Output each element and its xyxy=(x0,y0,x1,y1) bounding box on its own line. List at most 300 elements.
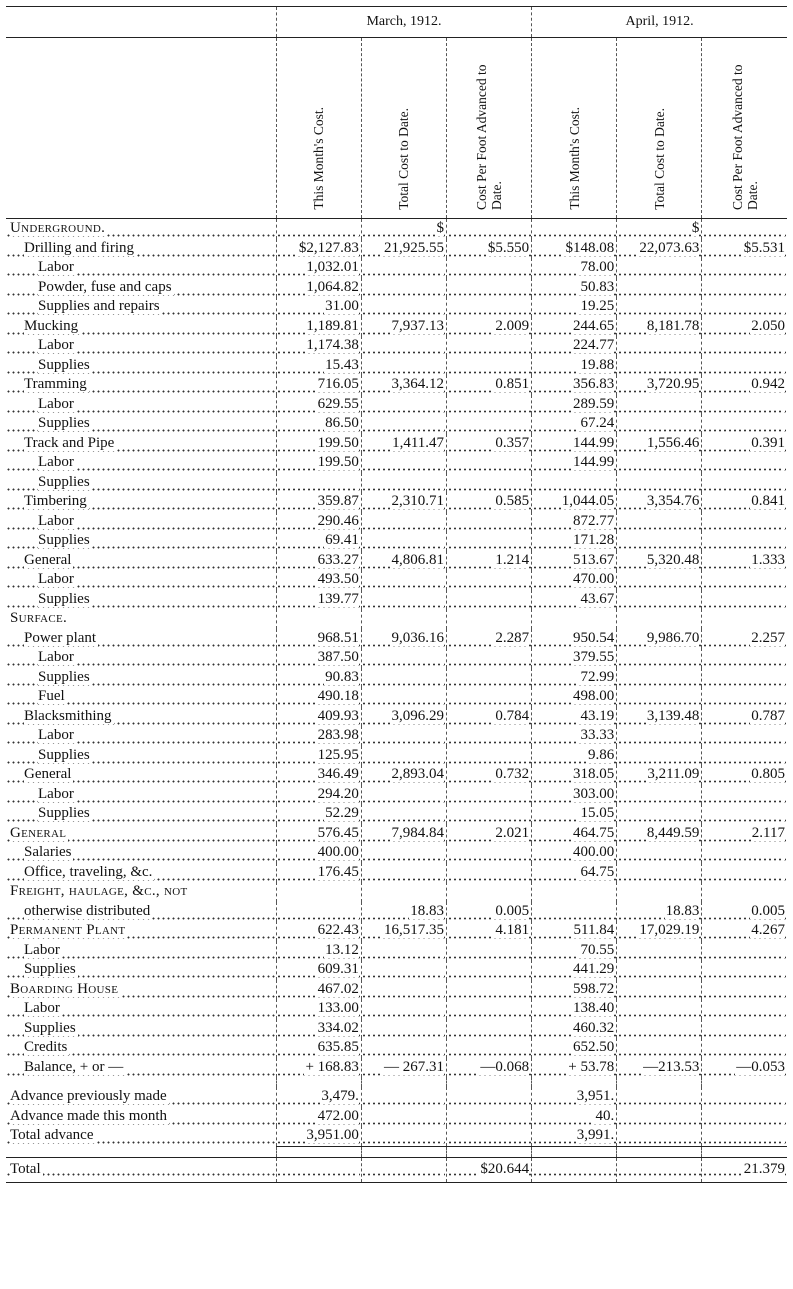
value-cell xyxy=(276,1019,361,1039)
value-text: 78.00 xyxy=(580,259,615,275)
spacer-cell xyxy=(532,1077,617,1087)
row-label xyxy=(6,336,276,356)
value-cell xyxy=(702,473,787,493)
value-text: 493.50 xyxy=(317,571,359,587)
month-header-april: April, 1912. xyxy=(532,7,787,38)
value-text xyxy=(443,513,444,529)
row-label-text: Advance made this month xyxy=(10,1107,168,1124)
value-cell xyxy=(532,843,617,863)
value-text xyxy=(784,513,785,529)
value-cell xyxy=(447,1126,532,1146)
value-cell xyxy=(532,1126,617,1146)
value-text xyxy=(443,532,444,548)
value-text xyxy=(698,747,699,763)
value-cell xyxy=(447,531,532,551)
row-label xyxy=(6,1019,276,1039)
spacer-row xyxy=(6,1146,787,1157)
value-cell xyxy=(617,356,702,376)
value-cell xyxy=(617,239,702,259)
value-cell xyxy=(447,473,532,493)
value-text: 50.83 xyxy=(580,278,615,295)
value-text xyxy=(784,220,785,236)
value-text: 21,925.55 xyxy=(384,239,445,256)
value-cell xyxy=(361,1126,446,1146)
value-text xyxy=(443,883,444,899)
table-row xyxy=(6,473,787,493)
value-text: 18.83 xyxy=(410,902,445,919)
spacer-cell xyxy=(6,1146,276,1157)
value-cell xyxy=(532,629,617,649)
value-cell xyxy=(447,219,532,239)
table-row xyxy=(6,1038,787,1058)
value-cell xyxy=(447,375,532,395)
value-cell xyxy=(617,687,702,707)
value-text xyxy=(698,396,699,412)
value-cell xyxy=(276,1107,361,1127)
value-text: 9,986.70 xyxy=(646,629,700,646)
value-cell xyxy=(617,882,702,902)
table-row xyxy=(6,804,787,824)
value-text xyxy=(698,337,699,353)
value-cell xyxy=(361,629,446,649)
table-row xyxy=(6,434,787,454)
row-label xyxy=(6,960,276,980)
value-text: $20.644 xyxy=(480,1160,530,1177)
value-cell xyxy=(532,648,617,668)
value-text xyxy=(784,279,785,295)
value-cell xyxy=(447,609,532,629)
row-label-text: Track and Pipe xyxy=(24,434,115,451)
value-cell xyxy=(532,219,617,239)
value-text xyxy=(698,1020,699,1036)
row-label xyxy=(6,297,276,317)
row-label-text: Labor xyxy=(38,785,74,802)
value-text: 0.005 xyxy=(751,902,785,919)
value-text xyxy=(528,415,529,431)
row-label xyxy=(6,317,276,337)
value-text xyxy=(784,1039,785,1055)
value-cell xyxy=(361,531,446,551)
value-cell xyxy=(532,999,617,1019)
value-cell xyxy=(617,278,702,298)
spacer-cell xyxy=(702,1077,787,1087)
value-text xyxy=(358,883,359,899)
value-cell xyxy=(361,902,446,922)
value-cell xyxy=(617,473,702,493)
value-cell xyxy=(617,746,702,766)
value-text xyxy=(443,961,444,977)
value-text xyxy=(528,864,529,880)
value-text xyxy=(784,415,785,431)
value-cell xyxy=(361,278,446,298)
value-text: $5.531 xyxy=(743,239,785,256)
row-label-text: Drilling and firing xyxy=(24,239,134,256)
value-text xyxy=(698,727,699,743)
value-text: 3,991. xyxy=(576,1127,615,1143)
value-cell xyxy=(617,1019,702,1039)
value-text xyxy=(784,298,785,314)
value-cell xyxy=(276,882,361,902)
value-text: 716.05 xyxy=(317,376,359,392)
value-cell xyxy=(361,317,446,337)
value-cell xyxy=(447,1157,532,1182)
value-text: 609.31 xyxy=(317,961,359,977)
value-text: 467.02 xyxy=(317,980,359,997)
value-text xyxy=(443,415,444,431)
value-text xyxy=(443,864,444,880)
value-text: —213.53 xyxy=(643,1058,700,1075)
value-text xyxy=(528,669,529,685)
value-text: 86.50 xyxy=(325,415,359,431)
value-cell xyxy=(617,863,702,883)
column-header: Total Cost to Date. xyxy=(617,38,702,219)
value-cell xyxy=(702,687,787,707)
value-text: 633.27 xyxy=(317,551,359,568)
value-cell xyxy=(532,921,617,941)
value-cell xyxy=(702,551,787,571)
row-label xyxy=(6,453,276,473)
value-text: + 53.78 xyxy=(568,1058,615,1075)
value-cell xyxy=(276,356,361,376)
row-label xyxy=(6,921,276,941)
value-cell xyxy=(276,960,361,980)
value-cell xyxy=(617,551,702,571)
row-label xyxy=(6,999,276,1019)
cost-ledger-table xyxy=(6,6,787,1183)
value-cell xyxy=(447,668,532,688)
value-text xyxy=(443,259,444,275)
value-text xyxy=(443,279,444,295)
value-cell xyxy=(702,941,787,961)
value-text: 64.75 xyxy=(580,863,615,880)
value-cell xyxy=(447,395,532,415)
header-blank-2 xyxy=(6,38,276,219)
row-label xyxy=(6,609,276,629)
value-text xyxy=(698,1039,699,1055)
value-cell xyxy=(361,590,446,610)
value-cell xyxy=(361,882,446,902)
row-label-text: Supplies and repairs xyxy=(38,298,160,314)
row-label xyxy=(6,1038,276,1058)
value-cell xyxy=(702,785,787,805)
value-text xyxy=(698,532,699,548)
row-label-text: Supplies xyxy=(38,590,90,607)
value-text: 1,556.46 xyxy=(646,434,700,451)
value-text xyxy=(698,1161,699,1177)
value-cell xyxy=(276,1157,361,1182)
value-text: $ xyxy=(691,220,700,236)
row-label xyxy=(6,629,276,649)
value-cell xyxy=(276,317,361,337)
value-cell xyxy=(447,746,532,766)
value-text: 1,044.05 xyxy=(561,493,615,509)
value-text xyxy=(698,981,699,997)
value-text: 19.88 xyxy=(580,356,615,373)
value-cell xyxy=(361,297,446,317)
value-text xyxy=(358,220,359,236)
value-cell xyxy=(447,492,532,512)
value-cell xyxy=(617,453,702,473)
spacer-cell xyxy=(617,1146,702,1157)
value-cell xyxy=(447,843,532,863)
value-cell xyxy=(617,317,702,337)
value-text: $2,127.83 xyxy=(298,239,359,256)
row-label xyxy=(6,395,276,415)
value-cell xyxy=(532,278,617,298)
row-label xyxy=(6,668,276,688)
row-label-text: Supplies xyxy=(24,1019,76,1036)
value-text xyxy=(784,942,785,958)
value-text: 652.50 xyxy=(572,1039,615,1055)
row-label xyxy=(6,239,276,259)
table-row xyxy=(6,336,787,356)
row-label-text: Freight, haulage, &c., not xyxy=(10,883,188,899)
value-cell xyxy=(276,551,361,571)
value-text xyxy=(784,357,785,373)
value-text xyxy=(528,981,529,997)
value-cell xyxy=(447,434,532,454)
table-row xyxy=(6,590,787,610)
value-text xyxy=(528,532,529,548)
table-row xyxy=(6,531,787,551)
value-cell xyxy=(702,434,787,454)
value-cell xyxy=(532,570,617,590)
row-label xyxy=(6,726,276,746)
value-cell xyxy=(276,336,361,356)
value-text: 224.77 xyxy=(572,337,615,353)
value-cell xyxy=(532,414,617,434)
value-text: 0.851 xyxy=(495,376,530,392)
value-text xyxy=(528,649,529,665)
value-cell xyxy=(276,531,361,551)
value-cell xyxy=(361,258,446,278)
value-text xyxy=(443,669,444,685)
table-row xyxy=(6,785,787,805)
value-cell xyxy=(361,395,446,415)
value-cell xyxy=(276,1087,361,1107)
value-text xyxy=(784,1108,785,1124)
row-label-text: Supplies xyxy=(24,961,76,977)
value-cell xyxy=(361,1019,446,1039)
value-text: 460.32 xyxy=(572,1019,615,1036)
spacer-cell xyxy=(361,1077,446,1087)
value-cell xyxy=(532,512,617,532)
value-cell xyxy=(617,648,702,668)
value-cell xyxy=(276,902,361,922)
row-label-text: Labor xyxy=(38,395,74,412)
value-cell xyxy=(532,785,617,805)
value-cell xyxy=(276,590,361,610)
value-text xyxy=(528,571,529,587)
value-cell xyxy=(617,590,702,610)
value-text: $5.550 xyxy=(487,239,530,256)
value-text xyxy=(443,942,444,958)
value-cell xyxy=(276,785,361,805)
value-text: $148.08 xyxy=(565,239,615,256)
value-text: $ xyxy=(436,220,445,236)
value-text: 244.65 xyxy=(572,317,615,334)
row-label-text: Salaries xyxy=(24,844,72,860)
value-text: 13.12 xyxy=(325,941,359,958)
value-cell xyxy=(361,960,446,980)
row-label xyxy=(6,765,276,785)
value-text xyxy=(443,649,444,665)
value-text: 43.19 xyxy=(580,707,615,724)
spacer-cell xyxy=(447,1077,532,1087)
value-cell xyxy=(276,980,361,1000)
value-cell xyxy=(447,1058,532,1078)
value-cell xyxy=(532,434,617,454)
value-text xyxy=(528,688,529,704)
value-text: 8,181.78 xyxy=(646,317,700,334)
table-row xyxy=(6,453,787,473)
table-row xyxy=(6,1087,787,1107)
value-cell xyxy=(702,1038,787,1058)
value-cell xyxy=(532,1058,617,1078)
value-cell xyxy=(361,843,446,863)
value-text xyxy=(698,259,699,275)
value-cell xyxy=(276,824,361,844)
value-text: 513.67 xyxy=(572,551,615,568)
spacer-cell xyxy=(702,1146,787,1157)
value-text: 19.25 xyxy=(580,298,615,314)
value-text: 9,036.16 xyxy=(391,629,445,646)
value-cell xyxy=(702,570,787,590)
row-label-text: Boarding House xyxy=(10,980,119,997)
value-cell xyxy=(532,980,617,1000)
row-label-text: General xyxy=(10,824,67,841)
row-label xyxy=(6,356,276,376)
value-cell xyxy=(702,590,787,610)
value-text: 144.99 xyxy=(572,434,615,451)
table-row xyxy=(6,902,787,922)
value-cell xyxy=(447,570,532,590)
row-label xyxy=(6,863,276,883)
table-row xyxy=(6,765,787,785)
value-cell xyxy=(702,531,787,551)
value-text xyxy=(443,1127,444,1143)
value-cell xyxy=(702,804,787,824)
value-cell xyxy=(532,609,617,629)
value-text xyxy=(443,1161,444,1177)
value-cell xyxy=(276,473,361,493)
value-text xyxy=(528,883,529,899)
row-label-text: Labor xyxy=(38,512,74,529)
row-label-text: Total xyxy=(10,1160,41,1177)
row-label xyxy=(6,1058,276,1078)
table-row xyxy=(6,980,787,1000)
value-cell xyxy=(617,512,702,532)
value-text xyxy=(698,1000,699,1016)
value-text: 0.732 xyxy=(495,766,530,782)
value-text xyxy=(528,727,529,743)
value-text xyxy=(698,298,699,314)
row-label-text: Supplies xyxy=(38,415,90,431)
value-text: 2,893.04 xyxy=(391,766,445,782)
value-cell xyxy=(617,1058,702,1078)
row-label xyxy=(6,882,276,902)
value-text xyxy=(443,844,444,860)
row-label xyxy=(6,1107,276,1127)
value-cell xyxy=(447,336,532,356)
value-cell xyxy=(361,1058,446,1078)
value-cell xyxy=(361,746,446,766)
value-cell xyxy=(276,746,361,766)
value-text: 290.46 xyxy=(317,512,359,529)
value-text xyxy=(698,279,699,295)
value-text: 511.84 xyxy=(573,922,615,938)
value-text xyxy=(698,591,699,607)
value-text: 2.117 xyxy=(751,824,785,841)
value-cell xyxy=(617,219,702,239)
value-cell xyxy=(532,1157,617,1182)
value-cell xyxy=(447,551,532,571)
value-cell xyxy=(447,726,532,746)
value-cell xyxy=(276,629,361,649)
value-cell xyxy=(617,395,702,415)
value-text: 31.00 xyxy=(325,298,359,314)
value-text xyxy=(358,903,359,919)
value-cell xyxy=(276,414,361,434)
value-cell xyxy=(361,668,446,688)
value-text xyxy=(784,727,785,743)
value-text xyxy=(698,786,699,802)
value-cell xyxy=(702,726,787,746)
value-cell xyxy=(532,726,617,746)
table-row xyxy=(6,375,787,395)
value-cell xyxy=(702,648,787,668)
value-text xyxy=(443,1108,444,1124)
value-cell xyxy=(361,414,446,434)
value-text: 3,096.29 xyxy=(391,707,445,724)
value-text: 1,411.47 xyxy=(392,434,445,451)
value-text xyxy=(528,1000,529,1016)
value-text xyxy=(443,688,444,704)
value-cell xyxy=(617,375,702,395)
value-cell xyxy=(617,629,702,649)
row-label xyxy=(6,980,276,1000)
row-label-text: Permanent Plant xyxy=(10,922,126,938)
value-cell xyxy=(532,395,617,415)
value-text xyxy=(528,610,529,626)
value-text xyxy=(698,1108,699,1124)
value-cell xyxy=(702,629,787,649)
value-text: 950.54 xyxy=(572,629,615,646)
value-text xyxy=(443,786,444,802)
value-cell xyxy=(617,1038,702,1058)
row-label-text: otherwise distributed xyxy=(24,902,151,919)
row-label xyxy=(6,1087,276,1107)
value-text: 2.257 xyxy=(751,629,785,646)
row-label-text: Office, traveling, &c. xyxy=(24,863,153,880)
value-text: 0.357 xyxy=(495,434,530,451)
value-cell xyxy=(702,863,787,883)
value-cell xyxy=(276,609,361,629)
spacer-cell xyxy=(532,1146,617,1157)
value-text xyxy=(698,942,699,958)
row-label-text: Underground. xyxy=(10,220,106,236)
value-text: 1,032.01 xyxy=(306,259,359,275)
value-text xyxy=(698,864,699,880)
value-cell xyxy=(361,356,446,376)
value-text xyxy=(528,844,529,860)
value-text: 622.43 xyxy=(317,922,359,938)
value-text xyxy=(784,786,785,802)
value-text xyxy=(528,513,529,529)
value-text xyxy=(528,279,529,295)
row-label xyxy=(6,219,276,239)
value-cell xyxy=(617,336,702,356)
